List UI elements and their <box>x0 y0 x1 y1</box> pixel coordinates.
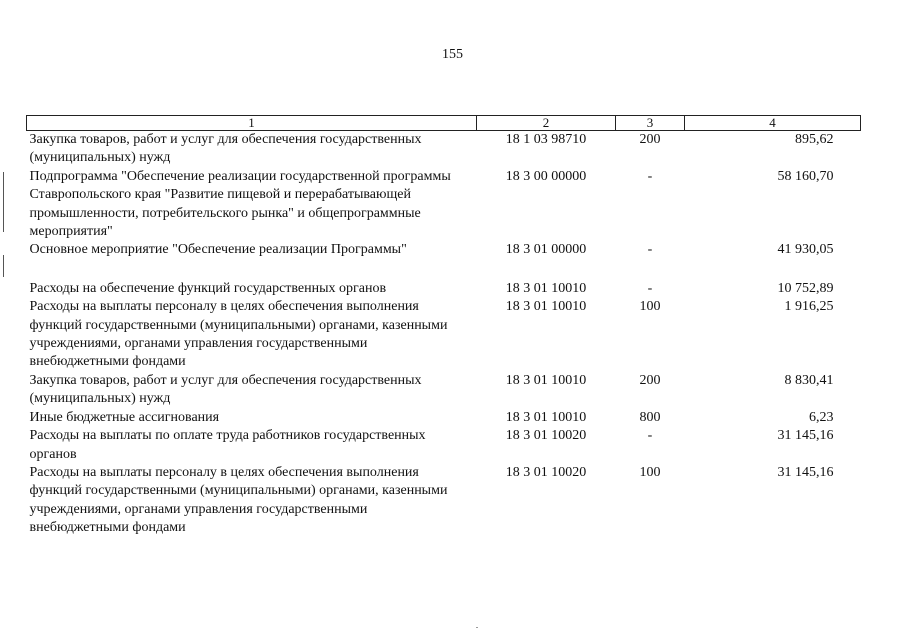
row-code: 18 3 01 10020 <box>505 428 587 444</box>
column-header-amount: 4 <box>685 116 861 131</box>
row-type: - <box>647 280 653 296</box>
row-name: Расходы на выплаты персоналу в целях обеспечения выполнения функций государственными (муниципальными) органами, казенными учреждениями, органами управления государственными внебюджетными фондами <box>29 464 448 536</box>
page-number: 155 <box>442 47 463 62</box>
row-type: 800 <box>639 409 661 425</box>
row-name: Иные бюджетные ассигнования <box>29 409 220 425</box>
row-name: Основное мероприятие "Обеспечение реализации Программы" <box>29 242 407 258</box>
row-code: 18 1 03 98710 <box>505 132 587 147</box>
row-name: Закупка товаров, работ и услуг для обеспечения государственных (муниципальных) нужд <box>29 372 422 407</box>
row-amount: 10 752,89 <box>777 280 834 296</box>
row-code: 18 3 01 00000 <box>505 242 587 258</box>
row-code: 18 3 01 10010 <box>505 280 587 296</box>
table-row <box>27 409 861 427</box>
row-code: 18 3 01 10010 <box>505 372 587 388</box>
table-spacer-row <box>27 260 861 280</box>
table-header-row <box>27 116 861 131</box>
row-type: 200 <box>639 372 661 388</box>
row-type: 100 <box>639 299 661 315</box>
table-row <box>27 464 861 538</box>
row-code: 18 3 01 10010 <box>505 409 587 425</box>
table-row <box>27 280 861 298</box>
row-type: - <box>647 242 653 258</box>
row-amount: 58 160,70 <box>777 168 834 184</box>
column-header-type: 3 <box>616 116 685 131</box>
row-name: Закупка товаров, работ и услуг для обеспечения государственных (муниципальных) нужд <box>29 132 422 166</box>
scan-edge-mark <box>3 172 4 232</box>
column-header-name: 1 <box>27 116 477 131</box>
table-row <box>27 372 861 409</box>
row-amount: 895,62 <box>795 132 834 147</box>
budget-table <box>26 115 861 538</box>
row-name: Подпрограмма "Обеспечение реализации государственной программы Ставропольского края "Развитие пищевой и перерабатывающей промышленности, потребительского рынка" и общепрограммные мероприятия" <box>29 168 451 240</box>
row-type: - <box>647 168 653 184</box>
row-type: 100 <box>639 464 661 480</box>
row-amount: 1 916,25 <box>784 299 834 315</box>
row-name: Расходы на выплаты персоналу в целях обеспечения выполнения функций государственными (муниципальными) органами, казенными учреждениями, органами управления государственными внебюджетными фондами <box>29 299 448 370</box>
row-amount: 6,23 <box>809 409 834 425</box>
row-name: Расходы на выплаты по оплате труда работников государственных органов <box>29 428 426 462</box>
scan-speck <box>476 627 478 628</box>
table-row <box>27 298 861 372</box>
row-amount: 31 145,16 <box>777 464 834 480</box>
row-name: Расходы на обеспечение функций государственных органов <box>29 280 387 296</box>
row-code: 18 3 01 10020 <box>505 464 587 480</box>
row-amount: 8 830,41 <box>784 372 834 388</box>
row-amount: 41 930,05 <box>777 242 834 258</box>
row-code: 18 3 01 10010 <box>505 299 587 315</box>
table-row <box>27 131 861 168</box>
spacer-cell <box>27 260 861 280</box>
table-row <box>27 168 861 242</box>
row-code: 18 3 00 00000 <box>505 168 587 184</box>
row-amount: 31 145,16 <box>777 428 834 444</box>
scan-edge-mark <box>3 255 4 277</box>
table-row <box>27 241 861 259</box>
row-type: - <box>647 428 653 444</box>
row-type: 200 <box>639 132 661 147</box>
column-header-code: 2 <box>477 116 616 131</box>
table-row <box>27 427 861 464</box>
